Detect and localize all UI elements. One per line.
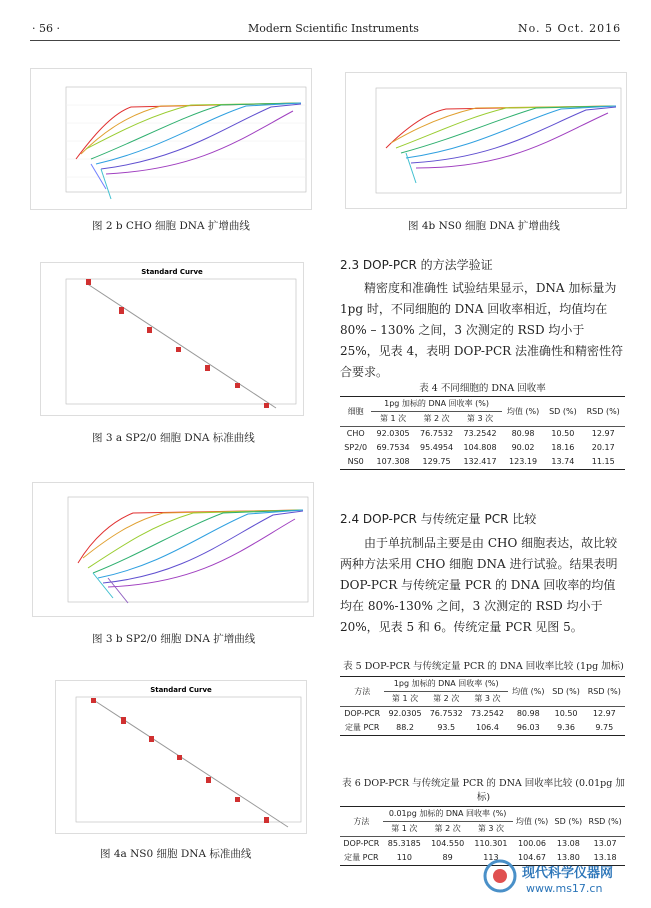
table-row — [340, 455, 625, 470]
watermark-text: 现代科学仪器网 — [522, 866, 614, 881]
table-cell: 89 — [442, 853, 453, 862]
figure-3a-standard-curve — [40, 262, 304, 416]
table-6-sub-2: 第 2 次 — [426, 822, 469, 837]
table-4-col-mean: 均值 (%) — [502, 397, 545, 427]
table-cell: 10.50 — [551, 429, 575, 438]
table-row — [340, 441, 625, 455]
table-5-sub-1: 第 1 次 — [384, 692, 425, 707]
figure-2b-caption: 图 2 b CHO 细胞 DNA 扩增曲线 — [92, 220, 250, 232]
table-row — [340, 707, 625, 722]
table-cell: 73.2542 — [470, 709, 504, 718]
section-2-3-paragraph: 精密度和准确性 试验结果显示，DNA 加标量为 1pg 时，不同细胞的 DNA 回收率相近，均值均在 80% – 130% 之间，3 次测定的 RSD 均小于 25%，见表 4，表明 DOP-PCR 法准确性和精密性符合要求。 — [340, 281, 623, 379]
table-4-group-header: 1pg 加标的 DNA 回收率 (%) — [371, 397, 501, 412]
table-cell: 69.7534 — [376, 443, 410, 452]
table-cell: 88.2 — [396, 723, 414, 732]
table-5-col-mean: 均值 (%) — [508, 677, 548, 707]
section-2-4-paragraph: 由于单抗制品主要是由 CHO 细胞表达，故比较两种方法采用 CHO 细胞 DNA 进行试验。结果表明 DOP-PCR 与传统定量 PCR 的 DNA 回收率的均值均在 80%-130% 之间，3 次测定的 RSD 均小于 20%，见表 5 和 6。传统定量 PCR 见图 5。 — [340, 536, 618, 634]
table-cell: 13.74 — [551, 457, 575, 466]
table-cell: 95.4954 — [420, 443, 454, 452]
table-5-col-sd: SD (%) — [549, 677, 584, 707]
table-row — [340, 837, 625, 852]
table-6-group-header: 0.01pg 加标的 DNA 回收率 (%) — [383, 807, 513, 822]
table-cell: 123.19 — [509, 457, 538, 466]
section-2-4-heading: 2.4 DOP-PCR 与传统定量 PCR 比较 — [340, 512, 537, 526]
table-cell: 93.5 — [437, 723, 456, 732]
page-number: · 56 · — [32, 22, 60, 35]
table-6-sub-3: 第 3 次 — [469, 822, 512, 837]
table-4-col-rsd: RSD (%) — [581, 397, 625, 427]
table-cell: 113 — [483, 853, 499, 862]
table-row — [340, 721, 625, 736]
table-5-col-rsd: RSD (%) — [584, 677, 625, 707]
table-cell: 12.97 — [592, 709, 616, 718]
figure-3a-caption: 图 3 a SP2/0 细胞 DNA 标准曲线 — [92, 432, 255, 444]
table-4-caption: 表 4 不同细胞的 DNA 回收率 — [419, 383, 546, 394]
figure-4b-amplification-plot — [345, 72, 627, 209]
table-cell: 13.80 — [556, 853, 580, 862]
table-cell: 20.17 — [591, 443, 615, 452]
table-cell: 129.75 — [422, 457, 451, 466]
table-cell: 73.2542 — [463, 429, 497, 438]
chart-title: Standard Curve — [150, 686, 212, 694]
journal-title: Modern Scientific Instruments — [248, 22, 419, 35]
table-4-sub-1: 第 1 次 — [371, 412, 414, 427]
table-6-caption: 表 6 DOP-PCR 与传统定量 PCR 的 DNA 回收率比较 (0.01pg 加标) — [342, 778, 625, 803]
table-cell: 76.7532 — [420, 429, 454, 438]
table-cell: NS0 — [347, 457, 364, 466]
issue-info: No. 5 Oct. 2016 — [518, 22, 622, 35]
figure-2b-amplification-plot — [30, 68, 312, 210]
table-cell: 13.08 — [556, 839, 580, 848]
table-cell: 定量 PCR — [344, 723, 380, 732]
figure-4a-caption: 图 4a NS0 细胞 DNA 标准曲线 — [100, 848, 252, 860]
section-2-3-heading: 2.3 DOP-PCR 的方法学验证 — [340, 258, 493, 272]
table-cell: 92.0305 — [388, 709, 422, 718]
table-cell: 100.06 — [518, 839, 547, 848]
table-4-sub-3: 第 3 次 — [458, 412, 501, 427]
table-5-group-header: 1pg 加标的 DNA 回收率 (%) — [384, 677, 508, 692]
table-cell: 80.98 — [511, 429, 535, 438]
table-cell: 9.75 — [595, 723, 614, 732]
table-5 — [340, 676, 625, 736]
table-cell: 12.97 — [591, 429, 615, 438]
table-cell: 107.308 — [376, 457, 410, 466]
chart-title: Standard Curve — [141, 268, 203, 276]
table-5-sub-2: 第 2 次 — [426, 692, 467, 707]
amplification-plot — [31, 69, 311, 209]
watermark-url: www.ms17.cn — [526, 882, 603, 895]
standard-curve-plot — [56, 681, 306, 833]
table-cell: 76.7532 — [429, 709, 463, 718]
table-row — [340, 427, 625, 442]
table-6-col-sd: SD (%) — [551, 807, 585, 837]
table-4 — [340, 396, 625, 470]
standard-curve-plot — [41, 263, 303, 415]
watermark-logo-icon — [482, 858, 518, 894]
table-5-caption: 表 5 DOP-PCR 与传统定量 PCR 的 DNA 回收率比较 (1pg 加标) — [343, 661, 624, 672]
table-cell: 11.15 — [591, 457, 615, 466]
table-cell: 13.07 — [593, 839, 617, 848]
table-cell: 104.550 — [431, 839, 465, 848]
table-6-sub-1: 第 1 次 — [383, 822, 426, 837]
table-5-col-method: 方法 — [340, 677, 384, 707]
table-4-col-cell: 细胞 — [340, 397, 371, 427]
table-cell: 104.67 — [518, 853, 547, 862]
amplification-plot — [33, 483, 313, 616]
table-6-col-rsd: RSD (%) — [585, 807, 625, 837]
table-cell: 9.36 — [557, 723, 575, 732]
table-cell: 90.02 — [511, 443, 535, 452]
table-cell: 106.4 — [476, 723, 499, 732]
table-cell: 110 — [396, 853, 412, 862]
table-cell: CHO — [346, 429, 365, 438]
table-6-col-method: 方法 — [340, 807, 383, 837]
table-4-col-sd: SD (%) — [544, 397, 581, 427]
table-cell: DOP-PCR — [343, 839, 380, 848]
table-cell: 85.3185 — [387, 839, 421, 848]
table-cell: 92.0305 — [376, 429, 410, 438]
table-cell: 13.18 — [593, 853, 617, 862]
table-cell: 定量 PCR — [344, 853, 379, 862]
table-cell: SP2/0 — [344, 443, 368, 452]
table-cell: 110.301 — [474, 839, 508, 848]
figure-4a-standard-curve — [55, 680, 307, 834]
amplification-plot — [346, 73, 626, 208]
table-cell: 18.16 — [551, 443, 575, 452]
figure-3b-caption: 图 3 b SP2/0 细胞 DNA 扩增曲线 — [92, 633, 256, 645]
table-cell: 104.808 — [463, 443, 497, 452]
header-rule — [30, 40, 620, 41]
table-5-sub-3: 第 3 次 — [467, 692, 508, 707]
table-cell: 132.417 — [463, 457, 497, 466]
figure-3b-amplification-plot — [32, 482, 314, 617]
table-6 — [340, 806, 625, 866]
table-cell: 80.98 — [516, 709, 540, 718]
table-6-col-mean: 均值 (%) — [513, 807, 552, 837]
table-cell: 96.03 — [516, 723, 540, 732]
table-cell: 10.50 — [554, 709, 578, 718]
figure-4b-caption: 图 4b NS0 细胞 DNA 扩增曲线 — [408, 220, 560, 232]
table-cell: DOP-PCR — [344, 709, 381, 718]
table-4-sub-2: 第 2 次 — [415, 412, 458, 427]
